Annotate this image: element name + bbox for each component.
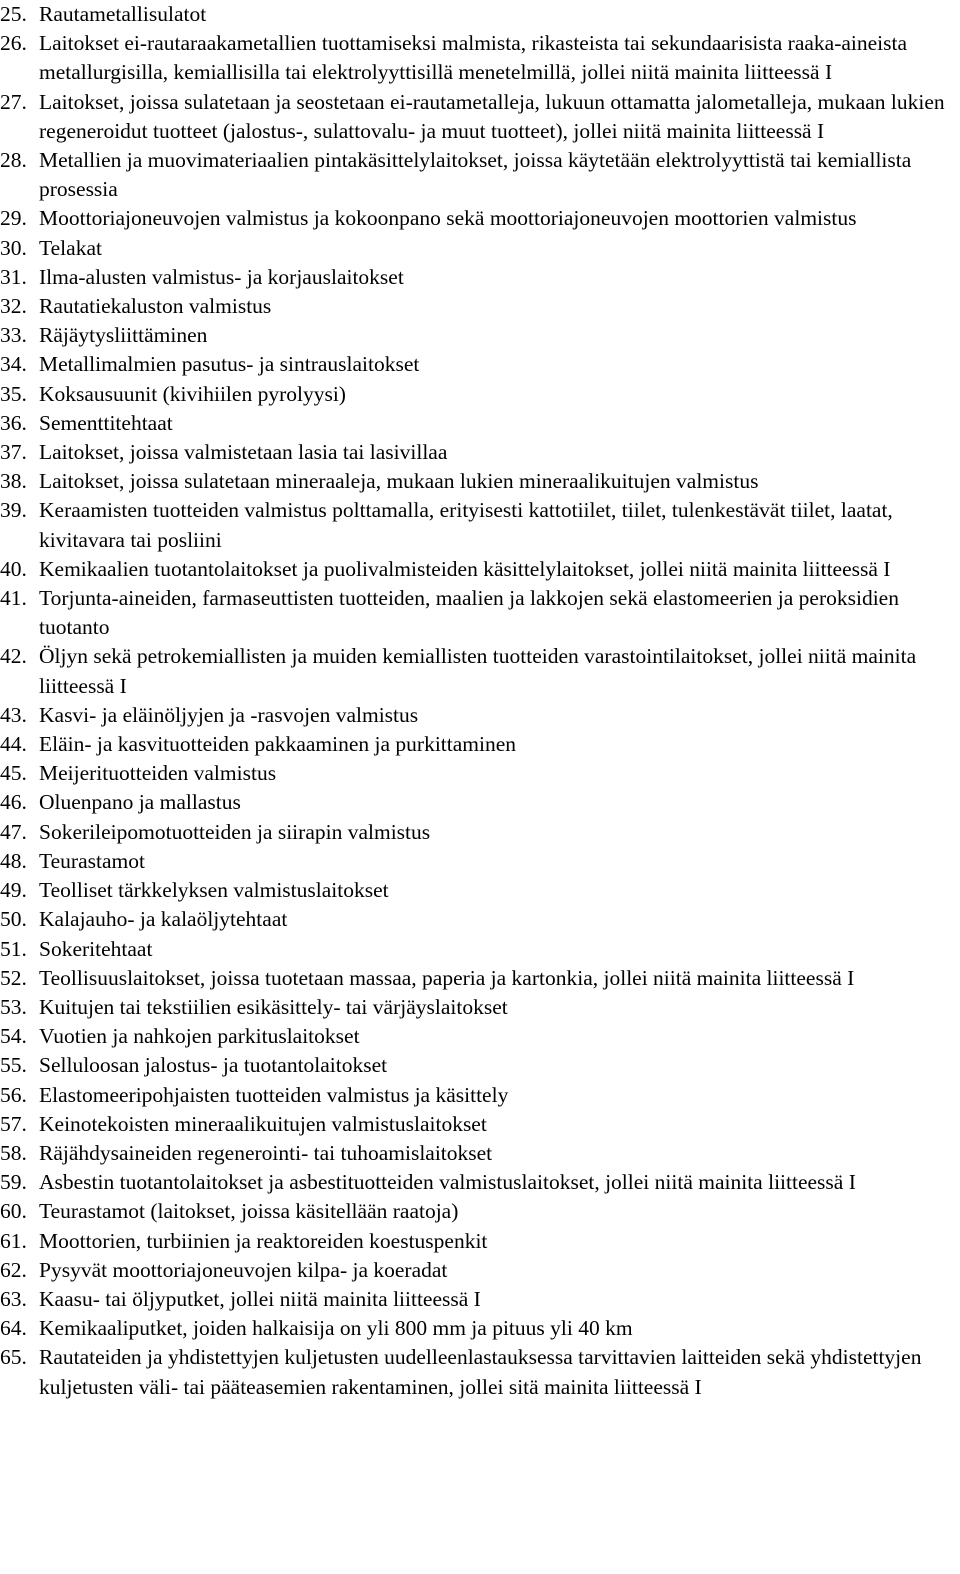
list-item [0,1227,960,1256]
list-item [0,438,960,467]
list-item-text: Metallimalmien pasutus- ja sintrauslaitokset [39,352,420,377]
list-item-number: 40. [0,556,27,581]
list-item-text: Metallien ja muovimateriaalien pintakäsittelylaitokset, joissa käytetään elektrolyyttistä tai kemiallista prosessia [39,148,912,202]
list-item-text: Rautateiden ja yhdistettyjen kuljetusten uudelleenlastauksessa tarvittavien laitteiden sekä yhdistettyjen kuljetusten väli- tai pääteasemien rakentaminen, jollei sitä mainita liitteessä I [39,1345,922,1399]
list-item [0,146,960,204]
list-item-number: 54. [0,1024,27,1049]
list-item-number: 50. [0,907,27,932]
list-item [0,1110,960,1139]
list-item-text: Kaasu- tai öljyputket, jollei niitä mainita liitteessä I [39,1286,481,1311]
list-item-text: Moottorien, turbiinien ja reaktoreiden koestuspenkit [39,1228,488,1253]
list-item-number: 45. [0,761,27,786]
list-item-text: Räjähdysaineiden regenerointi- tai tuhoamislaitokset [39,1140,493,1165]
list-item [0,467,960,496]
list-item-number: 32. [0,294,27,319]
list-item-number: 36. [0,410,27,435]
list-item [0,0,960,29]
list-item-number: 58. [0,1140,27,1165]
list-item-text: Sementtitehtaat [39,410,173,435]
list-item [0,642,960,700]
list-item-text: Vuotien ja nahkojen parkituslaitokset [39,1024,360,1049]
list-item [0,1314,960,1343]
list-item [0,88,960,146]
list-item-number: 26. [0,31,27,56]
list-item-text: Laitokset ei-rautaraakametallien tuottamiseksi malmista, rikasteista tai sekundaarisista raaka-aineista metallurgisilla, kemiallisilla tai elektrolyyttisillä menetelmillä, jollei niitä mainita liitteessä I [39,31,908,85]
list-item-text: Kemikaaliputket, joiden halkaisija on yli 800 mm ja pituus yli 40 km [39,1316,633,1341]
list-item-text: Telakat [39,235,102,260]
list-item [0,818,960,847]
list-item-text: Keinotekoisten mineraalikuitujen valmistuslaitokset [39,1111,487,1136]
list-item-text: Eläin- ja kasvituotteiden pakkaaminen ja purkittaminen [39,732,517,757]
list-item-text: Selluloosan jalostus- ja tuotantolaitokset [39,1053,388,1078]
list-item [0,905,960,934]
list-item-text: Teurastamot (laitokset, joissa käsitellään raatoja) [39,1199,459,1224]
list-item [0,496,960,554]
list-item-text: Öljyn sekä petrokemiallisten ja muiden kemiallisten tuotteiden varastointilaitokset, jollei niitä mainita liitteessä I [39,644,917,698]
list-item-text: Ilma-alusten valmistus- ja korjauslaitokset [39,264,404,289]
list-item-text: Laitokset, joissa sulatetaan mineraaleja, mukaan lukien mineraalikuitujen valmistus [39,469,759,494]
list-item-number: 61. [0,1228,27,1253]
list-item-text: Kalajauho- ja kalaöljytehtaat [39,907,288,932]
list-item [0,1051,960,1080]
list-item-number: 37. [0,440,27,465]
list-item-number: 52. [0,965,27,990]
list-item-number: 49. [0,878,27,903]
list-item-text: Moottoriajoneuvojen valmistus ja kokoonpano sekä moottoriajoneuvojen moottorien valmistus [39,206,857,231]
list-item-number: 34. [0,352,27,377]
list-item [0,584,960,642]
list-item-number: 33. [0,323,27,348]
list-item-text: Teurastamot [39,848,145,873]
list-item-number: 62. [0,1257,27,1282]
list-item [0,876,960,905]
list-item-number: 43. [0,702,27,727]
list-item [0,350,960,379]
list-item [0,292,960,321]
list-item [0,759,960,788]
list-item-text: Elastomeeripohjaisten tuotteiden valmistus ja käsittely [39,1082,509,1107]
list-item-text: Laitokset, joissa sulatetaan ja seostetaan ei-rautametalleja, lukuun ottamatta jalometalleja, mukaan lukien regeneroidut tuotteet (jalostus-, sulattovalu- ja muut tuotteet), jollei niitä mainita liitteessä I [39,89,945,143]
list-item-number: 53. [0,994,27,1019]
list-item-number: 42. [0,644,27,669]
list-item-number: 27. [0,89,27,114]
list-item [0,1343,960,1401]
list-item [0,380,960,409]
list-item [0,788,960,817]
list-item-text: Oluenpano ja mallastus [39,790,241,815]
list-item-text: Kemikaalien tuotantolaitokset ja puolivalmisteiden käsittelylaitokset, jollei niitä mainita liitteessä I [39,556,891,581]
list-item-number: 28. [0,148,27,173]
list-item [0,409,960,438]
list-item-text: Kuitujen tai tekstiilien esikäsittely- tai värjäyslaitokset [39,994,508,1019]
list-item [0,204,960,233]
list-item-number: 56. [0,1082,27,1107]
list-item-number: 30. [0,235,27,260]
list-item [0,555,960,584]
list-item-number: 31. [0,264,27,289]
list-item-text: Kasvi- ja eläinöljyjen ja -rasvojen valmistus [39,702,419,727]
list-item-number: 47. [0,819,27,844]
list-item-number: 55. [0,1053,27,1078]
list-item-text: Keraamisten tuotteiden valmistus polttamalla, erityisesti kattotiilet, tiilet, tulenkestävät tiilet, laatat, kivitavara tai posliini [39,498,893,552]
list-item [0,263,960,292]
list-item-number: 44. [0,732,27,757]
list-item-number: 29. [0,206,27,231]
list-item-number: 60. [0,1199,27,1224]
list-item [0,1081,960,1110]
list-item-text: Asbestin tuotantolaitokset ja asbestituotteiden valmistuslaitokset, jollei niitä mainita liitteessä I [39,1170,856,1195]
list-item-number: 51. [0,936,27,961]
list-item [0,701,960,730]
list-item-text: Torjunta-aineiden, farmaseuttisten tuotteiden, maalien ja lakkojen sekä elastomeerien ja peroksidien tuotanto [39,586,899,640]
list-item-number: 46. [0,790,27,815]
list-item-text: Rautametallisulatot [39,2,207,26]
list-item-text: Sokerileipomotuotteiden ja siirapin valmistus [39,819,431,844]
list-item-text: Räjäytysliittäminen [39,323,208,348]
list-item-number: 48. [0,848,27,873]
list-item [0,321,960,350]
list-item [0,1139,960,1168]
list-item [0,234,960,263]
list-item-number: 25. [0,2,27,26]
list-item-text: Rautatiekaluston valmistus [39,294,272,319]
list-item [0,993,960,1022]
list-item [0,964,960,993]
list-item-number: 38. [0,469,27,494]
list-item [0,730,960,759]
list-item-text: Pysyvät moottoriajoneuvojen kilpa- ja koeradat [39,1257,448,1282]
list-item-number: 35. [0,381,27,406]
list-item-text: Teolliset tärkkelyksen valmistuslaitokset [39,878,389,903]
list-item-text: Teollisuuslaitokset, joissa tuotetaan massaa, paperia ja kartonkia, jollei niitä mainita liitteessä I [39,965,855,990]
list-item-number: 39. [0,498,27,523]
list-item-number: 59. [0,1170,27,1195]
list-item [0,29,960,87]
list-item-text: Koksausuunit (kivihiilen pyrolyysi) [39,381,346,406]
list-item-number: 64. [0,1316,27,1341]
list-item-number: 65. [0,1345,27,1370]
list-item-text: Meijerituotteiden valmistus [39,761,277,786]
list-item [0,935,960,964]
list-item [0,1256,960,1285]
list-item [0,847,960,876]
list-item [0,1197,960,1226]
list-item [0,1168,960,1197]
list-item-text: Sokeritehtaat [39,936,153,961]
list-item-number: 63. [0,1286,27,1311]
list-item [0,1022,960,1051]
list-item-number: 57. [0,1111,27,1136]
list-item-number: 41. [0,586,27,611]
list-item-text: Laitokset, joissa valmistetaan lasia tai lasivillaa [39,440,448,465]
list-item [0,1285,960,1314]
